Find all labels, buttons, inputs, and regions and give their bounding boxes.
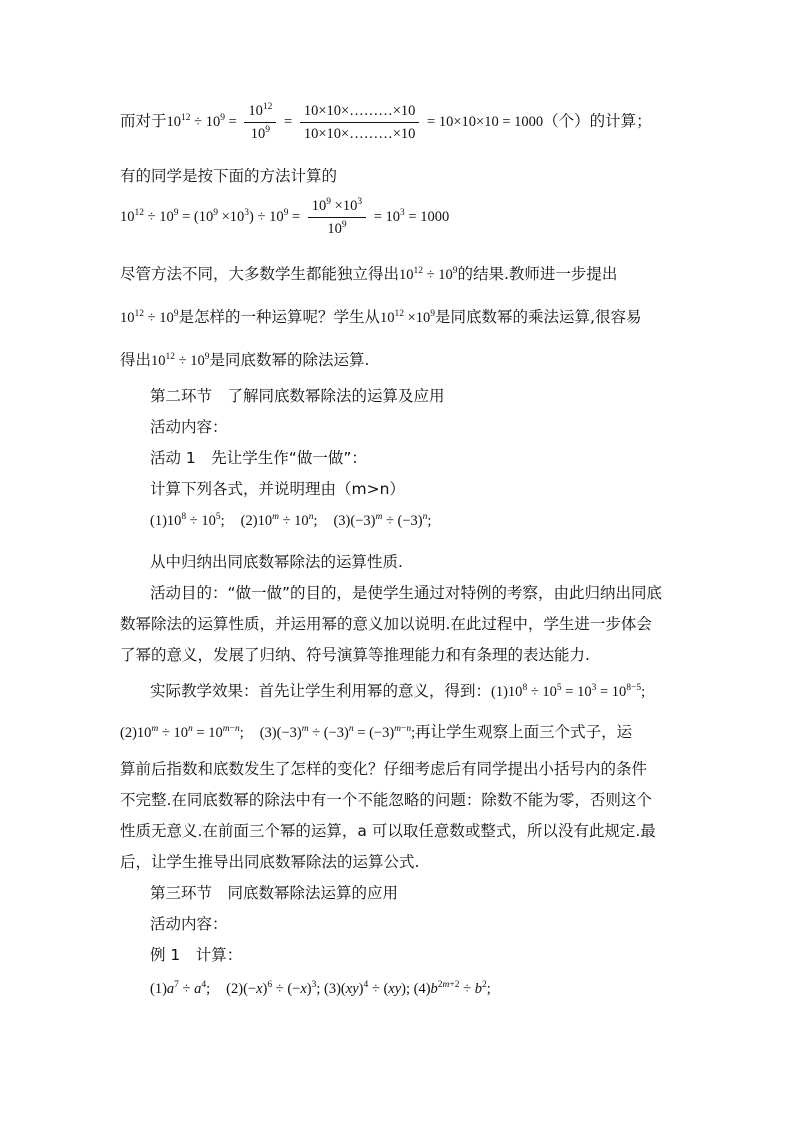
purpose-line-3: 了幂的意义，发展了归纳、符号演算等推理能力和有条理的表达能力. — [120, 646, 590, 664]
fraction-expanded: $\frac{10\times 10\times\dots\dots\dots\times 10}{10\times 10\times\dots\dots\dots\times 10}$ — [300, 103, 420, 142]
para1-line-2: $10^{12} \div 10^9$是怎样的一种运算呢？学生从$10^{12} \times 10^9$是同底数幂的乘法运算,很容易 — [120, 308, 642, 326]
intro-suffix: （个）的计算； — [543, 112, 652, 130]
intro-line-1 — [0, 103, 794, 142]
effect-line-1: 实际教学效果：首先让学生利用幂的意义，得到：$(1)10^8 \div 10^5 = 10^3 = 10^{8-5}$; — [150, 682, 646, 700]
section2-compute: 计算下列各式，并说明理由（m>n） — [150, 480, 405, 498]
formula-exercises: $(1)10^8 \div 10^5$; $(2)10^m \div 10^n$; $(3)(-3)^m \div (-3)^n$; — [150, 512, 432, 529]
purpose-line-1: 活动目的：“做一做”的目的，是使学生通过对特例的考察，由此归纳出同底 — [150, 584, 663, 602]
effect-line-2: $(2)10^m \div 10^n = 10^{m-n}$; $(3)(-3)^m \div (-3)^n = (-3)^{m-n}$;再让学生观察上面三个式子，运 — [120, 723, 633, 741]
para1-line-1: 尽管方法不同，大多数学生都能独立得出$10^{12} \div 10^9$的结果.教师进一步提出 — [120, 265, 618, 283]
section2-activity-content: 活动内容： — [150, 418, 228, 436]
effect-line-6: 后，让学生推导出同底数幂除法的运算公式. — [120, 853, 420, 871]
section2-activity1: 活动 1 先让学生作“做一做”： — [150, 449, 367, 467]
formula-intro: $10^{12} \div 10^9$ = $\frac{10^{12}}{10^9}$ = $\frac{10\times 10\times\dots\dots\dots\times 10}{10\times 10\times\dots\dots\dots\times 10}$ = 10×10×10 = 1000 — [166, 102, 544, 142]
fraction-alt: $\frac{10^9 \times 10^3}{10^9}$ — [308, 198, 366, 237]
formula-example1: $(1)a^7 \div a^4$; $(2)(-x)^6 \div (-x)^3$; (3)(xy)$^4$ ÷ (xy); $(4)b^{2m+2} \div b^2$; — [150, 980, 491, 997]
section3-example: 例 1 计算： — [150, 946, 243, 964]
effect-line-3: 算前后指数和底数发生了怎样的变化？仔细考虑后有同学提出小括号内的条件 — [120, 760, 648, 778]
section3-activity-content: 活动内容： — [150, 915, 228, 933]
intro-line-2: 有的同学是按下面的方法计算的 — [120, 167, 338, 185]
fraction-power: $\frac{10^{12}}{10^9}$ — [244, 103, 276, 142]
para1-line-3: 得出$10^{12} \div 10^9$是同底数幂的除法运算. — [120, 351, 370, 369]
formula-alt-method: $10^{12} \div 10^9 = (10^9 \times 10^3) \div 10^9$ = $\frac{10^9 \times 10^3}{10^9}$ = $10^3 = 1000$ — [120, 197, 450, 237]
purpose-line-2: 数幂除法的运算性质，并运用幂的意义加以说明.在此过程中，学生进一步体会 — [120, 615, 652, 633]
section2-title: 第二环节 了解同底数幂除法的运算及应用 — [150, 387, 445, 405]
section2-induce: 从中归纳出同底数幂除法的运算性质. — [150, 553, 403, 571]
section3-title: 第三环节 同底数幂除法运算的应用 — [150, 884, 399, 902]
effect-line-4: 不完整.在同底数幂的除法中有一个不能忽略的问题：除数不能为零，否则这个 — [120, 791, 652, 809]
intro-prefix: 而对于 — [120, 112, 167, 130]
effect-line-5: 性质无意义.在前面三个幂的运算，a 可以取任意数或整式，所以没有此规定.最 — [120, 822, 656, 840]
